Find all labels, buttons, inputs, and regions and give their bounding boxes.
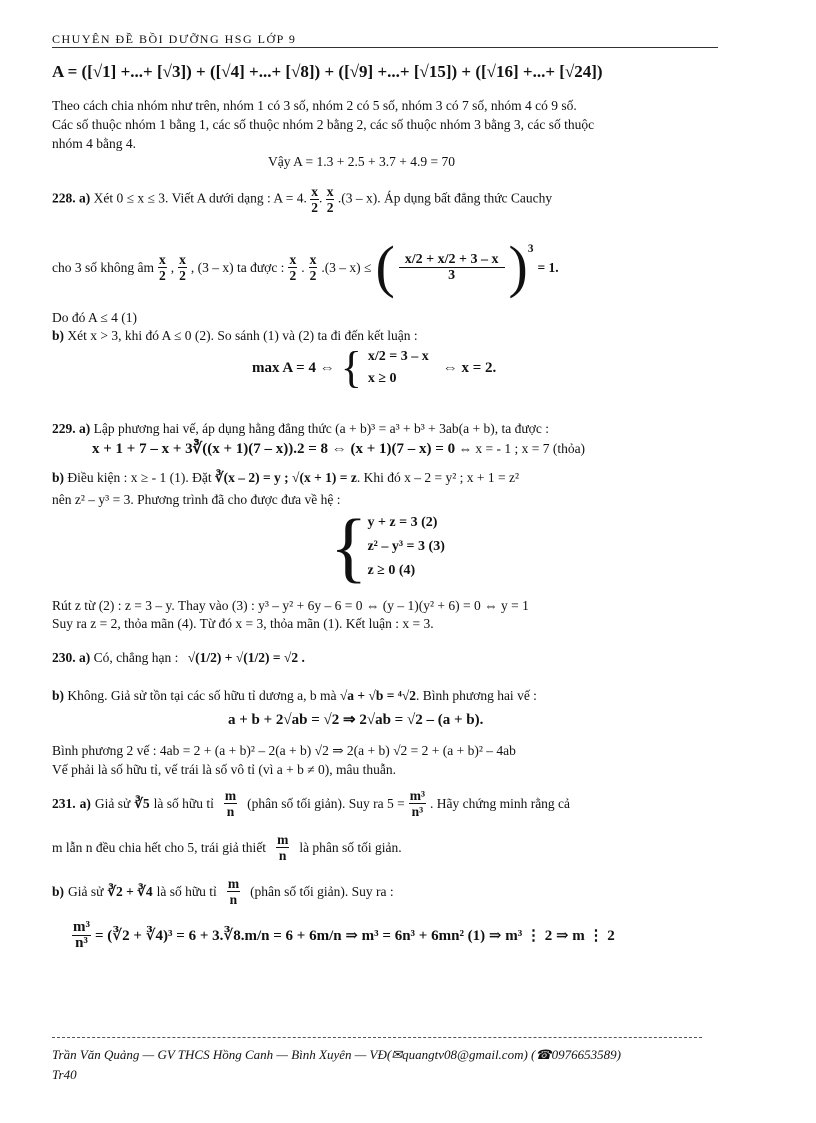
- p228-a-text1: Xét 0 ≤ x ≤ 3. Viết A dưới dạng : A = 4.: [93, 190, 307, 206]
- part-label: a): [79, 190, 91, 206]
- p229-a-equation: x + 1 + 7 – x + 3∛((x + 1)(7 – x)).2 = 8 ⇔ (x + 1)(7 – x) = 0 ⇔ x = - 1 ; x = 7 (thỏa): [92, 441, 586, 457]
- p228-line-cauchy: cho 3 số không âm $\frac{x}{2}$ , $\frac{x}{2}$ , (3 – x) ta được : $\frac{x}{2}$ . $\frac{x}{2}$ .(3 – x) ≤ ( $\frac{x/2 + x/2 + 3 - x}{3}$ ) $^3$ = 1.: [52, 234, 559, 299]
- p229-line-5: Suy ra z = 2, thỏa mãn (4). Từ đó x = 3, thỏa mãn (1). Kết luận : x = 3.: [52, 616, 434, 631]
- p228-conclusion-a: Do đó A ≤ 4 (1): [52, 310, 138, 325]
- p230-line-3: Bình phương 2 vế : 4ab = 2 + (a + b)² – 2(a + b) √2 ⇒ 2(a + b) √2 = 2 + (a + b)² – 4ab: [52, 743, 516, 758]
- p230-line-a: 230. a) Có, chẳng hạn : √(1/2) + √(1/2) = √2 .: [52, 650, 305, 665]
- intro-line-3: nhóm 4 bằng 4.: [52, 136, 136, 151]
- problem-number: 228.: [52, 190, 76, 206]
- intro-line-2: Các số thuộc nhóm 1 bằng 1, các số thuộc nhóm 2 bằng 2, các số thuộc nhóm 3 bằng 3, các số thuộc: [52, 117, 595, 132]
- p229-line-b: b) Điều kiện : x ≥ - 1 (1). Đặt ∛(x – 2) = y ; √(x + 1) = z. Khi đó x – 2 = y² ; x + 1 = z²: [52, 470, 520, 485]
- p229-line-a: 229. a) Lập phương hai vế, áp dụng hằng đẳng thức (a + b)³ = a³ + b³ + 3ab(a + b), ta được :: [52, 421, 549, 436]
- p230-b-equation: a + b + 2√ab = √2 ⇒ 2√ab = √2 – (a + b).: [228, 712, 484, 728]
- p228-line-b: b) Xét x > 3, khi đó A ≤ 0 (2). So sánh (1) và (2) ta đi đến kết luận :: [52, 328, 418, 343]
- page-header: CHUYÊN ĐỀ BỒI DƯỠNG HSG LỚP 9: [52, 32, 718, 48]
- frac-x-over-2: $\frac{x}{2}$: [311, 184, 318, 215]
- p231-line-a: 231. a) Giả sử ∛5 là số hữu tỉ $\frac{m}{n}$ (phân số tối giản). Suy ra 5 = $\frac{\text{m³}}{\text{n³}}$ . Hãy chứng minh rằng cả: [52, 788, 571, 819]
- footer-divider: [52, 1037, 702, 1038]
- p230-line-4: Vế phải là số hữu tỉ, vế trái là số vô tỉ (vì a + b ≠ 0), mâu thuẫn.: [52, 762, 397, 777]
- p230-line-b: b) Không. Giả sử tồn tại các số hữu tỉ dương a, b mà √a + √b = ⁴√2. Bình phương hai vế :: [52, 688, 537, 703]
- big-paren-left: (: [375, 234, 395, 299]
- brace-icon: {: [330, 503, 368, 590]
- formula-a: A = ([√1] +...+ [√3]) + ([√4] +...+ [√8]) + ([√9] +...+ [√15]) + ([√16] +...+ [√24]): [52, 62, 603, 81]
- big-paren-right: ): [508, 234, 528, 299]
- p228-max-system: max A = 4 ⇔ { x/2 = 3 – x x ≥ 0 ⇔ x = 2.: [252, 343, 497, 392]
- intro-line-1: Theo cách chia nhóm như trên, nhóm 1 có 3 số, nhóm 2 có 5 số, nhóm 3 có 7 số, nhóm 4 có 9 số.: [52, 98, 577, 113]
- p231-line-a2: m lẫn n đều chia hết cho 5, trái giả thiết $\frac{m}{n}$ là phân số tối giản.: [52, 832, 402, 863]
- p229-line-4: Rút z từ (2) : z = 3 – y. Thay vào (3) : y³ – y² + 6y – 6 = 0 ⇔ (y – 1)(y² + 6) = 0 ⇔ y = 1: [52, 598, 529, 613]
- frac-x-over-2: $\frac{x}{2}$: [326, 184, 334, 215]
- intro-result: Vậy A = 1.3 + 2.5 + 3.7 + 4.9 = 70: [268, 154, 455, 169]
- p229-line-b3: nên z² – y³ = 3. Phương trình đã cho được đưa về hệ :: [52, 492, 341, 507]
- footer-author: Trần Văn Quảng — GV THCS Hồng Canh — Bình Xuyên — VĐ(✉quangtv08@gmail.com) (☎0976653589): [52, 1047, 621, 1062]
- page-number: Tr40: [52, 1067, 77, 1082]
- p228-a-text2: .(3 – x). Áp dụng bất đẳng thức Cauchy: [337, 190, 553, 206]
- p231-line-b: b) Giả sử ∛2 + ∛4 là số hữu tỉ $\frac{m}{n}$ (phân số tối giản). Suy ra :: [52, 876, 394, 907]
- brace-icon: {: [340, 343, 362, 392]
- p231-b-equation: $\frac{\text{m³}}{\text{n³}}$ = (∛2 + ∛4)³ = 6 + 3.∛8.m/n = 6 + 6m/n ⇒ m³ = 6n³ + 6mn² (1) ⇒ m³ ⋮ 2 ⇒ m ⋮ 2: [73, 919, 615, 951]
- p228-line-a: 228. a) Xét 0 ≤ x ≤ 3. Viết A dưới dạng : A = 4. $\frac{x}{2}$ . $\frac{x}{2}$ .(3 – x). Áp dụng bất đẳng thức Cauchy: [52, 184, 553, 215]
- p229-system: { y + z = 3 (2) z² – y³ = 3 (3) z ≥ 0 (4): [330, 503, 445, 590]
- cauchy-fraction: $\frac{x/2 + x/2 + 3 - x}{3}$: [399, 252, 505, 283]
